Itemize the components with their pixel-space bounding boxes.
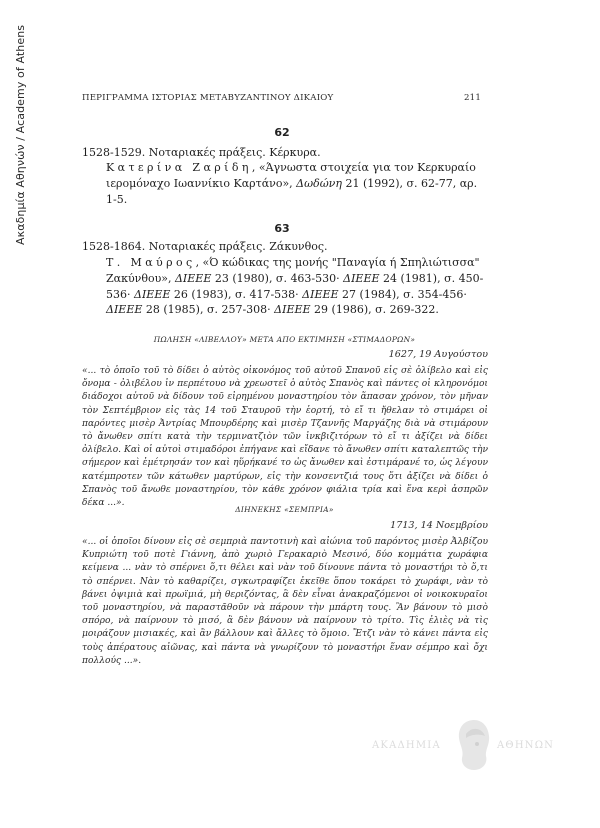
entry-citation: [106, 255, 490, 318]
citation-journal: ΔΙΕΕΕ: [343, 271, 380, 285]
citation-details: 21 (1992), σ. 62-77, αρ. 1-5.: [106, 176, 478, 206]
running-header: [82, 93, 481, 103]
document-quote: «... τὸ ὁποῖο τοῦ τὸ δίδει ὁ αὐτὸς οἰκονόμος τοῦ αὐτοῦ Σπανοῦ εἰς σὲ ὀλίβελο καὶ εἰς ὄνομα - ὀλιβέλου ἰν περπέτουο νὰ χρεωστεῖ ὁ αὐτὸς Σπανὸς καὶ πάντες οἱ κληρονόμοι διάδοχοι αὐτοῦ νὰ δίδουν τοῦ εἰρημένου μοναστηρίου τὸν ἅπασαν χρόνον, τὸν μῆναν τὸν Σεπτέμβριον εἰς τὰς 14 τοῦ Σταυροῦ τὴν ἑορτή, τὸ εἴ τι ἤθελαν τὸ στιμάρει οἱ παρόντες μισὲρ Ἀντρίας Μπουρδέρης καὶ μισὲρ Τζαννῆς Μαργάζης διὰ νὰ στιμάρουν τὸ ἄνωθεν σπίτι κατὰ τὴν τερμινατζιὸν τῶν ἰνκβιζιτόρων τὸ εἴ τι ἀξίζει νὰ δίδει ὀλίβελο. Καὶ οἱ αὐτοὶ στιμαδόροι ἐπήγανε καὶ εἴδανε τὸ ἄνωθεν σπίτι καταλεπτῶς τὴν σήμερον καὶ ἐμέτρησάν τον καὶ ηὕρήκανέ το ὡς ἄνωθεν καὶ ἐστιμάρανέ το, ὡς λέγουν κατέμπροτεν τῶν κάτωθεν μαρτύρων, εἰς τὴν κονσεντζιά τους ὅτι ἀξίζει νὰ δίδει ὁ Σπανὸς τοῦ ἄνωθε μοναστηρίου, τὸν κάθε χρόνον φιάλια τρία καὶ ἕνα κερὶ ἀσπρῶν δέκα ...».: [82, 366, 488, 509]
citation-journal: ΔΙΕΕΕ: [134, 287, 171, 301]
citation-details: 26 (1983), σ. 417-538·: [170, 287, 303, 301]
citation-details: 23 (1980), σ. 463-530·: [211, 271, 344, 285]
citation-details: 24 (1981), σ. 450-536·: [106, 271, 484, 301]
archive-side-label: Ακαδημία Αθηνών / Academy of Athens: [14, 24, 27, 245]
document-date: 1713, 14 Νοεμβρίου: [390, 520, 488, 531]
citation-journal: ΔΙΕΕΕ: [106, 303, 143, 317]
citation-journal: ΔΙΕΕΕ: [174, 271, 212, 285]
document-date: 1627, 19 Αυγούστου: [388, 349, 488, 360]
citation-journal: ΔΙΕΕΕ: [302, 287, 339, 301]
watermark-left-text: ΑΚΑΔΗΜΙΑ: [372, 740, 441, 751]
entry-citation: [106, 160, 490, 207]
entry-number-62: 62: [274, 126, 290, 139]
watermark-right-text: ΑΘΗΝΩΝ: [497, 740, 555, 751]
citation-journal: Δωδώνη: [296, 176, 342, 190]
citation-details: 28 (1985), σ. 257-308·: [142, 303, 275, 317]
citation-journal: ΔΙΕΕΕ: [274, 303, 311, 317]
entry-heading: 1528-1864. Νοταριακές πράξεις. Ζάκυνθος.: [82, 240, 328, 253]
entry-number-63: 63: [274, 222, 290, 235]
athena-head-icon: [452, 716, 496, 774]
page-number: 211: [463, 93, 481, 103]
document-quote: «... οἱ ὁποῖοι δίνουν εἰς σὲ σεμπριὰ παντοτινὴ καὶ αἰώνια τοῦ παρόντος μισὲρ Ἀλβίζου Κυπριώτη τοῦ ποτὲ Γιάννη, ἀπὸ χωριὸ Γερακαριὸ Μεσινό, δύο κομμάτια χωράφια κείμενα ... νὰν τὸ σπέρνει ὅ,τι θέλει καὶ νὰν τοῦ δίνουνε πάντα τὸ μοναστήρι τὸ ὅ,τι τὸ σπέρνει. Νὰν τὸ καθαρίζει, σγκωτραφίζει ἐκεῖθε ὅπου τοκάρει τὸ χωράφι, νὰν τὸ βάνει ὀψιμιὰ καὶ πρωϊμιά, μὴ θεριζόντας, ἃ δὲν εἶναι ἀνακραζόμενοι οἱ νοικοκυραῖοι τοῦ μοναστηρίου, νὰ παραστᾶθοῦν νὰ πάρουν τὴν μπάρτη τους. Ἂν βάνουν τὸ μισὸ σπόρο, νὰ παίρνουν τὸ μισό, ἂ δὲν βάνουν νὰ παίρνουν τὸ τρίτο. Τὶς ἐλιὲς νὰ τὶς μοιράζουν μισιακές, καὶ ἂν βάλλουν καὶ ἄλλες τὸ ὅμοιο. Ἔτζι νὰν τὸ κάνει πάντα εἰς τοὺς ἀπέρατους αἰῶνας, καὶ πάντα νὰ γνωρίζουν τὸ μοναστήρι ἕναν σέμπρο καὶ ὄχι πολλούς ...».: [82, 537, 488, 666]
citation-author: Κατερίνα Ζαρίδη: [106, 161, 252, 174]
entry-heading: 1528-1529. Νοταριακές πράξεις. Κέρκυρα.: [82, 146, 321, 159]
citation-title: , «Ό κώδικας της μονής "Παναγία ή Σπηλιώτισσα" Ζακύνθου»,: [106, 256, 480, 285]
citation-details: 27 (1984), σ. 354-456·: [338, 287, 467, 301]
citation-author: Τ. Μαύρος: [106, 256, 196, 269]
document-title: ΔΙΗΝΕΚΗΣ «ΣΕΜΠΡΙΑ»: [235, 505, 334, 514]
document-title: ΠΩΛΗΣΗ «ΛΙΒΕΛΛΟΥ» ΜΕΤΑ ΑΠΟ ΕΚΤΙΜΗΣΗ «ΣΤΙΜΑΔΟΡΩΝ»: [153, 335, 416, 344]
running-title: ΠΕΡΙΓΡΑΜΜΑ ΙΣΤΟΡΙΑΣ ΜΕΤΑΒΥΖΑΝΤΙΝΟΥ ΔΙΚΑΙΟΥ: [82, 93, 334, 103]
academy-watermark: [372, 716, 572, 776]
citation-title: , «Άγνωστα στοιχεία για τον Κερκυραίο ιερομόναχο Ιωαννίκιο Καρτάνο»,: [106, 161, 476, 190]
citation-details: 29 (1986), σ. 269-322.: [310, 303, 439, 317]
